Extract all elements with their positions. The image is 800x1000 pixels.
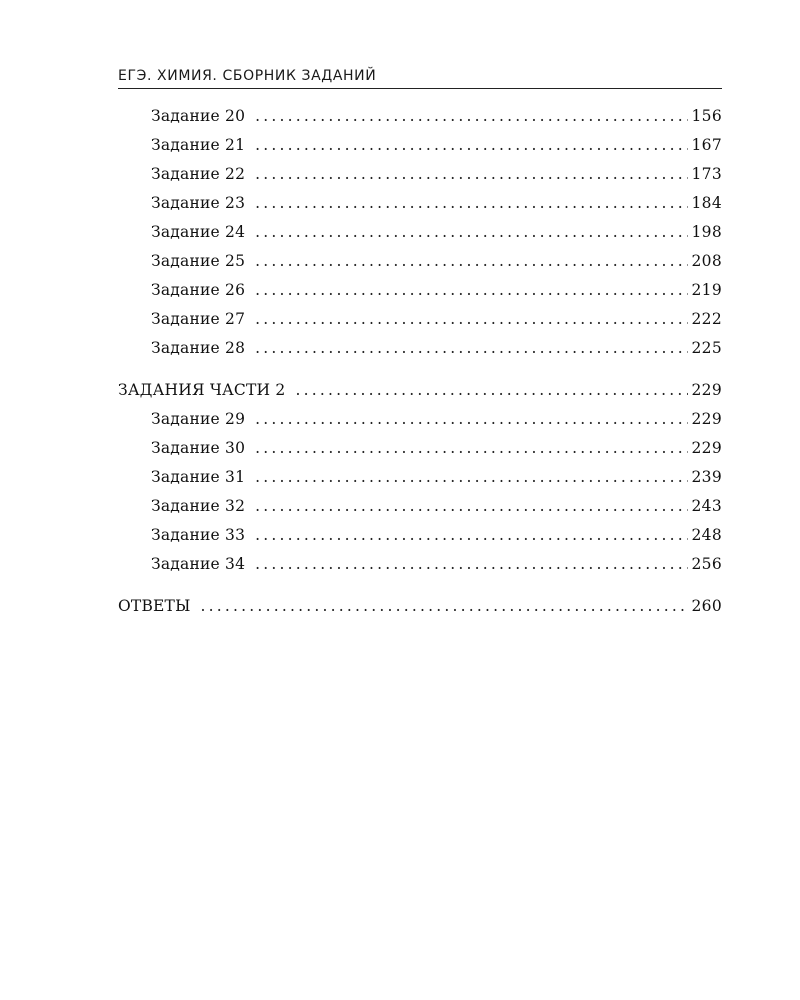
dot-leader bbox=[255, 102, 687, 131]
dot-leader bbox=[255, 160, 687, 189]
toc-entry-task-20[interactable] bbox=[118, 102, 722, 131]
toc-entry-task-28[interactable] bbox=[118, 334, 722, 363]
toc-entry-task-34[interactable] bbox=[118, 550, 722, 579]
toc-section-page: 260 bbox=[691, 597, 722, 615]
toc-entry-task-31[interactable] bbox=[118, 463, 722, 492]
toc-entry-label: Задание 23 bbox=[151, 194, 246, 212]
toc-entry-task-22[interactable] bbox=[118, 160, 722, 189]
toc-section-part-2[interactable] bbox=[118, 376, 722, 405]
dot-leader bbox=[255, 305, 687, 334]
toc-entry-page: 225 bbox=[691, 339, 722, 357]
toc-entry-page: 229 bbox=[691, 410, 722, 428]
dot-leader bbox=[255, 189, 687, 218]
dot-leader bbox=[255, 334, 687, 363]
dot-leader bbox=[255, 434, 687, 463]
dot-leader bbox=[255, 131, 687, 160]
toc-entry-label: Задание 25 bbox=[151, 252, 246, 270]
toc-entry-page: 219 bbox=[691, 281, 722, 299]
toc-entry-label: Задание 20 bbox=[151, 107, 246, 125]
toc-entry-task-29[interactable] bbox=[118, 405, 722, 434]
toc-entry-label: Задание 30 bbox=[151, 439, 246, 457]
toc-section-label: ОТВЕТЫ bbox=[118, 597, 191, 615]
dot-leader bbox=[255, 550, 687, 579]
dot-leader bbox=[201, 592, 688, 621]
toc-section-page: 229 bbox=[691, 381, 722, 399]
toc-entry-task-27[interactable] bbox=[118, 305, 722, 334]
toc-section-answers[interactable] bbox=[118, 592, 722, 621]
toc-entry-page: 184 bbox=[691, 194, 722, 212]
dot-leader bbox=[255, 218, 687, 247]
toc-entry-task-21[interactable] bbox=[118, 131, 722, 160]
toc-entry-page: 198 bbox=[691, 223, 722, 241]
toc-entry-page: 173 bbox=[691, 165, 722, 183]
toc-entry-label: Задание 28 bbox=[151, 339, 246, 357]
toc-entry-label: Задание 32 bbox=[151, 497, 246, 515]
toc-entry-task-33[interactable] bbox=[118, 521, 722, 550]
toc-entry-task-30[interactable] bbox=[118, 434, 722, 463]
dot-leader bbox=[255, 463, 687, 492]
toc-entry-label: Задание 21 bbox=[151, 136, 246, 154]
toc-entry-page: 208 bbox=[691, 252, 722, 270]
toc-entry-page: 222 bbox=[691, 310, 722, 328]
toc-entry-label: Задание 27 bbox=[151, 310, 246, 328]
toc-entry-page: 229 bbox=[691, 439, 722, 457]
toc-entry-task-32[interactable] bbox=[118, 492, 722, 521]
toc-entry-task-23[interactable] bbox=[118, 189, 722, 218]
toc-entry-page: 167 bbox=[691, 136, 722, 154]
toc-section-label: ЗАДАНИЯ ЧАСТИ 2 bbox=[118, 381, 286, 399]
toc-entry-task-24[interactable] bbox=[118, 218, 722, 247]
table-of-contents bbox=[118, 102, 722, 621]
dot-leader bbox=[295, 376, 687, 405]
toc-entry-label: Задание 22 bbox=[151, 165, 246, 183]
toc-entry-task-26[interactable] bbox=[118, 276, 722, 305]
running-title: ЕГЭ. ХИМИЯ. СБОРНИК ЗАДАНИЙ bbox=[118, 68, 377, 84]
dot-leader bbox=[255, 492, 687, 521]
toc-entry-page: 256 bbox=[691, 555, 722, 573]
toc-entry-label: Задание 24 bbox=[151, 223, 246, 241]
toc-entry-label: Задание 31 bbox=[151, 468, 246, 486]
dot-leader bbox=[255, 405, 687, 434]
toc-entry-label: Задание 29 bbox=[151, 410, 246, 428]
toc-entry-label: Задание 34 bbox=[151, 555, 246, 573]
dot-leader bbox=[255, 521, 687, 550]
dot-leader bbox=[255, 276, 687, 305]
toc-entry-task-25[interactable] bbox=[118, 247, 722, 276]
toc-entry-label: Задание 26 bbox=[151, 281, 246, 299]
toc-entry-page: 243 bbox=[691, 497, 722, 515]
toc-entry-page: 248 bbox=[691, 526, 722, 544]
dot-leader bbox=[255, 247, 687, 276]
toc-entry-page: 156 bbox=[691, 107, 722, 125]
toc-entry-label: Задание 33 bbox=[151, 526, 246, 544]
running-header bbox=[118, 66, 722, 89]
toc-entry-page: 239 bbox=[691, 468, 722, 486]
